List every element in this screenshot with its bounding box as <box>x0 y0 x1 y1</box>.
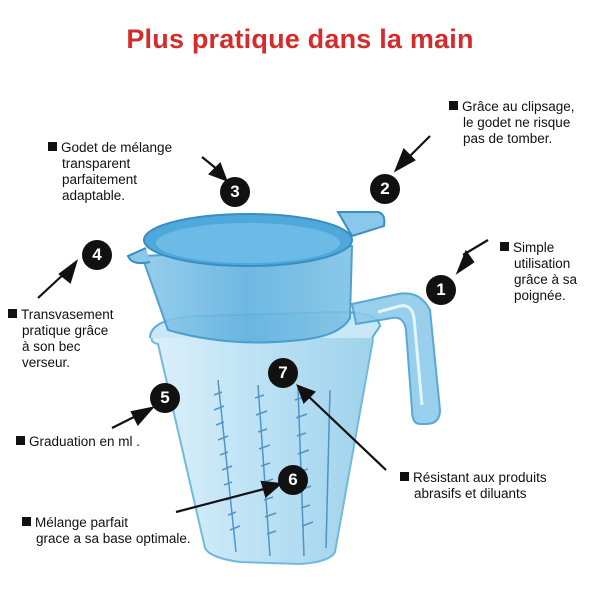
square-bullet-icon <box>400 472 409 481</box>
callout-7: Résistant aux produits abrasifs et diluants <box>400 470 547 502</box>
callout-6: Mélange parfait grace a sa base optimale. <box>22 515 191 547</box>
cup-spout <box>128 248 150 263</box>
badge-5: 5 <box>150 383 180 413</box>
callout-2: Grâce au clipsage, le godet ne risque pas de tomber. <box>449 99 575 147</box>
badge-4: 4 <box>82 240 112 270</box>
square-bullet-icon <box>8 309 17 318</box>
badge-1: 1 <box>426 275 456 305</box>
badge-3: 3 <box>220 177 250 207</box>
badge-2: 2 <box>370 174 400 204</box>
page-title: Plus pratique dans la main <box>126 24 474 54</box>
badge-7: 7 <box>268 358 298 388</box>
square-bullet-icon <box>16 436 25 445</box>
callout-3: Godet de mélange transparent parfaitement adaptable. <box>48 140 172 204</box>
square-bullet-icon <box>449 101 458 110</box>
square-bullet-icon <box>22 517 31 526</box>
callout-4: Transvasement pratique grâce à son bec verseur. <box>8 307 114 371</box>
callout-5: Graduation en ml . <box>16 434 140 450</box>
square-bullet-icon <box>500 242 509 251</box>
callout-1: Simple utilisation grâce à sa poignée. <box>500 240 577 304</box>
badge-6: 6 <box>278 465 308 495</box>
square-bullet-icon <box>48 142 57 151</box>
